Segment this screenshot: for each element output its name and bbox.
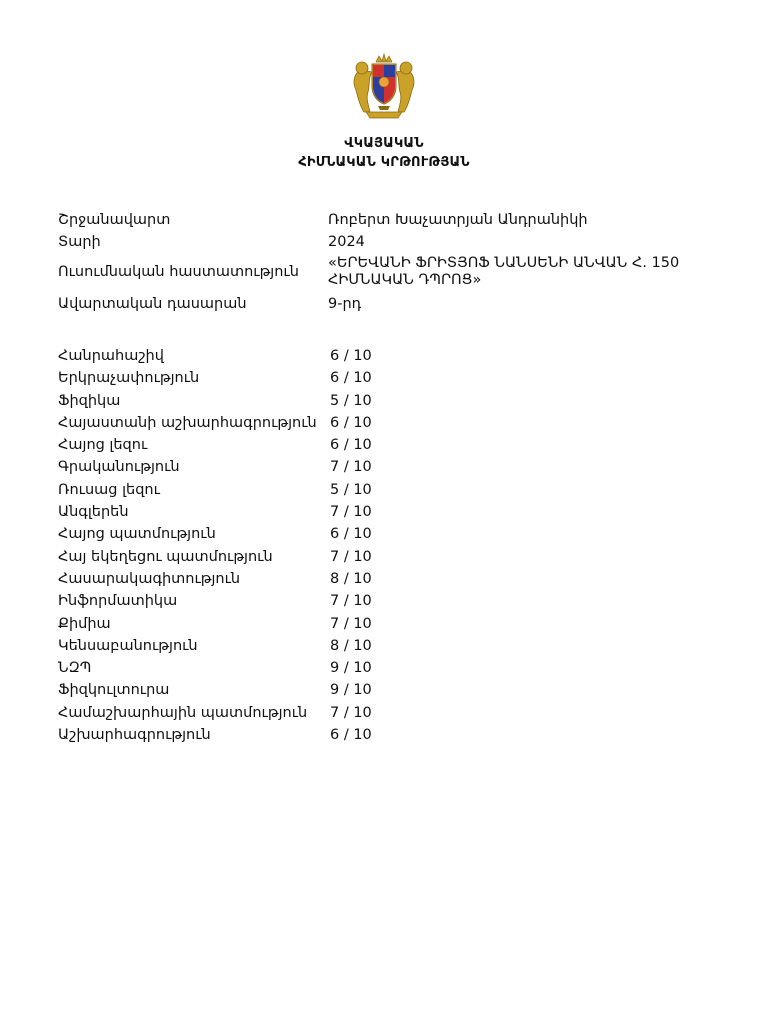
grade-row [58,479,458,501]
grade-row [58,523,458,545]
grade-row [58,724,458,746]
subject-name: Համաշխարհային պատմություն [58,704,308,721]
grade-row [58,456,458,478]
subject-name: Հայոց պատմություն [58,526,216,543]
subject-score: 6 / 10 [330,348,372,364]
grade-row [58,434,458,456]
subject-score: 9 / 10 [330,660,372,677]
subject-score: 8 / 10 [330,570,372,587]
subject-name: Հասարակագիտություն [58,570,241,587]
subject-score: 7 / 10 [330,504,372,521]
info-value [328,255,728,289]
right-eagle-head [400,62,412,74]
grade-row [58,590,458,612]
subject-name: Ռուսաց լեզու [58,481,160,498]
subject-name: Հայոց լեզու [58,437,148,454]
shield-quarter-blue [384,65,395,77]
institution-line-1: «ԵՐԵՎԱՆԻ ՖՐԻՏՅՈՖ ՆԱՆՍԵՆԻ ԱՆՎԱՆ Հ. 150 [328,255,680,271]
left-lion-head [356,62,368,74]
info-label: Շրջանավարտ [58,212,171,228]
right-eagle-shape [396,70,414,112]
subject-name: Աշխարհագրություն [58,727,211,744]
subject-name: Հայաստանի աշխարհագրություն [58,414,317,431]
info-label: Տարի [58,234,101,250]
subject-score: 5 / 10 [330,392,372,409]
subject-name: Քիմիա [58,615,111,632]
subject-score: 5 / 10 [330,481,372,498]
certificate-title: ՎԿԱՅԱԿԱՆ [344,136,424,151]
subject-score: 7 / 10 [330,548,372,565]
subject-name: Հայ եկեղեցու պատմություն [58,548,273,565]
grade-row [58,412,458,434]
subject-score: 8 / 10 [330,637,372,654]
subject-score: 9 / 10 [330,682,372,699]
info-value: 9-րդ [328,296,362,312]
grades-list [58,345,458,746]
grade-row [58,501,458,523]
info-row-grade-level [58,295,738,313]
info-row-year [58,233,738,251]
subject-name: Գրականություն [58,459,180,476]
info-label: Ավարտական դասարան [58,296,247,312]
info-value: 2024 [328,234,365,250]
subject-score: 6 / 10 [330,414,372,431]
base-ornament [366,112,402,118]
grade-row [58,367,458,389]
subject-name: Կենսաբանություն [58,637,198,654]
grade-row [58,613,458,635]
info-value: Ռոբերտ Խաչատրյան Անդրանիկի [328,212,588,228]
subject-name: Հանրահաշիվ [58,348,164,364]
sword-shape [378,106,390,110]
subject-score: 6 / 10 [330,727,372,744]
grade-row [58,702,458,724]
subject-name: Ֆիզկուլտուրա [58,682,170,699]
subject-score: 6 / 10 [330,437,372,454]
info-row-institution [58,255,738,289]
subject-name: ՆԶՊ [58,660,92,677]
grade-row [58,390,458,412]
grade-row [58,568,458,590]
left-lion-shape [354,70,372,112]
subject-name: Ֆիզիկա [58,392,121,409]
subject-score: 7 / 10 [330,459,372,476]
certificate-subtitle: ՀԻՄՆԱԿԱՆ ԿՐԹՈՒԹՅԱՆ [298,155,470,170]
armenian-coat-of-arms-icon [348,52,420,120]
crown-shape [376,54,392,62]
subject-score: 6 / 10 [330,526,372,543]
graduate-info [58,211,738,317]
subject-score: 6 / 10 [330,370,372,387]
grade-row [58,635,458,657]
grade-row [58,657,458,679]
grade-row [58,679,458,701]
info-row-graduate [58,211,738,229]
info-label: Ուսումնական հաստատություն [58,264,299,280]
grade-row [58,345,458,367]
institution-line-2: ՀԻՄՆԱԿԱՆ ԴՊՐՈՑ» [328,272,482,288]
subject-score: 7 / 10 [330,704,372,721]
subject-score: 7 / 10 [330,593,372,610]
shield-center [379,77,389,87]
subject-name: Անգլերեն [58,504,129,521]
subject-name: Երկրաչափություն [58,370,200,387]
subject-name: Ինֆորմատիկա [58,593,178,610]
shield-quarter-red [373,65,384,77]
grade-row [58,546,458,568]
subject-score: 7 / 10 [330,615,372,632]
